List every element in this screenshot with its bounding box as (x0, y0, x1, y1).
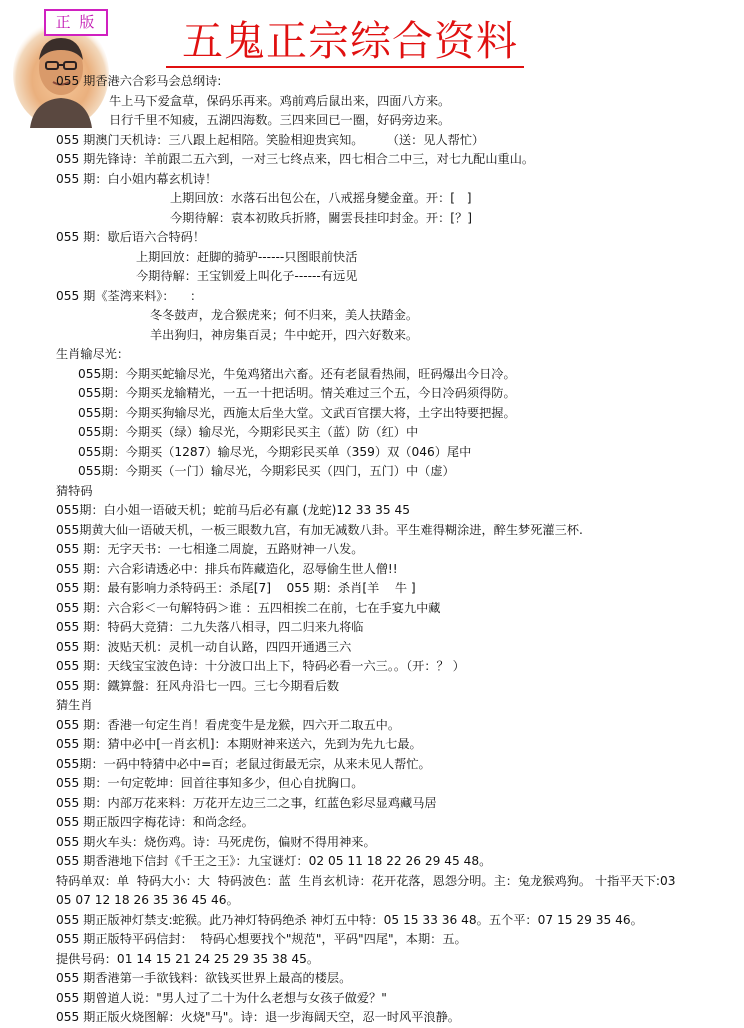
text-line: 055 期香港六合彩马会总纲诗: (56, 74, 222, 88)
text-line: 上期回放：赶脚的骑驴------只图眼前快活 (136, 249, 358, 264)
text-line: 055 期：六合彩请透必中：排兵布阵藏造化，忍辱偷生世人僧!! (56, 561, 398, 576)
text-line: 055期黄大仙一语破天机，一板三眼数九宫，有加无减数八卦。平生难得糊涂进，醉生梦死灌三杯. (56, 522, 583, 537)
text-line: 055 期香港地下信封《千王之王》：九宝谜灯：02 05 11 18 22 26 29 45 48。 (56, 854, 492, 868)
text-line: 055 期正版四字梅花诗：和尚念经。 (56, 815, 254, 829)
text-line: 055 期：香港一句定生肖！看虎变牛是龙猴，四六开二取五中。 (56, 717, 401, 732)
text-line: 生肖输尽光： (56, 347, 130, 361)
text-line: 055 期：歇后语六合特码！ (56, 230, 206, 244)
text-line: 055 期：波贴天机：灵机一动自认路，四四开通遇三六 (56, 639, 352, 654)
text-line: 特码单双：单 特码大小：大 特码波色：蓝 生肖玄机诗：花开花落，恩怨分明。主：兔龙猴鸡狗。 十指平天下:03 (56, 873, 676, 888)
text-line: 055 期正版神灯禁支:蛇猴。此乃神灯特码绝杀 神灯五中特：05 15 33 36 48。五个平：07 15 29 35 46。 (56, 912, 643, 927)
text-line: 055期：今期买（1287）输尽光，今期彩民买单（359）双（046）尾中 (78, 444, 472, 459)
text-line: 055 期：天线宝宝波色诗：十分波口出上下，特码必看一六三。。（开：？ ） (56, 659, 465, 673)
text-line: 牛上马下爱盒草，保码乐再来。鸡前鸡后鼠出来，四面八方来。 (78, 93, 451, 108)
title-underline (166, 66, 524, 68)
text-line: 055 期：鐵算盤：狂风舟沿七一四。三七今期看后数 (56, 678, 340, 693)
text-line: 055 期：最有影响力杀特码王：杀尾[7] 055 期：杀肖[羊 牛 ] (56, 581, 416, 595)
text-line: 日行千里不知疲，五湖四海数。三四来回已一圈，好码旁边来。 (78, 113, 451, 127)
text-line: 冬冬鼓声，龙合猴虎来；何不归来，美人扶踏金。 (150, 308, 419, 322)
text-line: 055期：一码中特猜中必中=百；老鼠过街最无宗，从来未见人帮忙。 (56, 756, 431, 771)
text-line: 055 期先锋诗：羊前跟二五六到，一对三七终点来，四七相合二中三，对七九配山重山。 (56, 152, 535, 166)
text-line: 05 07 12 18 26 35 36 45 46。 (56, 893, 239, 907)
text-line: 猜特码 (56, 483, 93, 498)
text-line: 上期回放：水落石出包公在，八戒摇身變金童。开：[ ] (170, 191, 472, 205)
edition-badge: 正 版 (44, 9, 108, 36)
text-line: 055 期：白小姐内幕玄机诗！ (56, 171, 218, 186)
text-line: 提供号码：01 14 15 21 24 25 29 35 38 45。 (56, 951, 320, 966)
article-body (0, 72, 744, 1028)
page-title: 五鬼正宗综合资料 (182, 17, 518, 65)
text-line: 055期：今期买龙输精光，一五一十把话明。情关难过三个五，今日冷码须得防。 (78, 386, 516, 400)
text-line: 055 期：无字天书：一七相逢二周旋，五路财神一八发。 (56, 542, 364, 556)
text-line: 055 期：猜中必中[一肖玄机]：本期财神来送六，先到为先九七最。 (56, 737, 422, 751)
text-line: 055 期曾道人说："男人过了二十为什么老想与女孩子做爱？" (56, 990, 387, 1005)
text-line: 055 期：特码大竞猜：二九失落八相寻，四二归来九将临 (56, 620, 364, 634)
text-line: 055 期火车头：烧伤鸡。诗：马死虎伤，偏财不得用神来。 (56, 834, 376, 849)
text-line: 055 期：内部万花来料：万花开左边三二之事，红蓝色彩尽显鸡藏马居 (56, 795, 437, 810)
text-line: 055期：今期买（绿）输尽光，今期彩民买主（蓝）防（红）中 (78, 425, 419, 439)
text-line: 055 期香港第一手欲钱料：欲钱买世界上最高的楼层。 (56, 971, 352, 985)
text-line: 055期：今期买（一门）输尽光，今期彩民买（四门，五门）中（虚） (78, 464, 455, 478)
text-line: 055 期正版特平码信封： 特码心想要找个"规范"，平码"四尾"，本期：五。 (56, 932, 467, 946)
text-line: 055 期澳门天机诗：三八跟上起相陪。笑脸相迎贵宾知。 （送：见人帮忙） (56, 132, 485, 147)
text-line: 055 期正版火烧图解：火烧"马"。诗：退一步海阔天空，忍一时风平浪静。 (56, 1010, 460, 1024)
text-line: 055期：今期买蛇输尽光，牛兔鸡猪出六畜。还有老鼠看热闹，旺码爆出今日冷。 (78, 366, 516, 381)
text-line: 055 期：六合彩＜一句解特码＞谁 ：五四相挨二在前，七在手宴九中藏 (56, 600, 441, 615)
text-line: 055 期《荃湾来料》： ： (56, 288, 203, 303)
text-line: 今期待解：王宝钏爱上叫化子------有远见 (136, 269, 358, 283)
text-line: 055期：白小姐一语破天机；蛇前马后必有羸 (龙蛇)12 33 35 45 (56, 503, 411, 517)
text-line: 055 期：一句定乾坤：回首往事知多少，但心自扰胸口。 (56, 776, 364, 790)
text-line: 猜生肖 (56, 698, 93, 712)
text-line: 今期待解：袁本初敗兵折將，關雲長挂印封金。开：[？] (170, 210, 473, 225)
text-line: 055期：今期买狗输尽光，西施太后坐大堂。文武百官摆大将，土字出特要把握。 (78, 405, 516, 420)
text-line: 羊出狗归，神房集百灵；牛中蛇开，四六好数来。 (150, 327, 419, 342)
